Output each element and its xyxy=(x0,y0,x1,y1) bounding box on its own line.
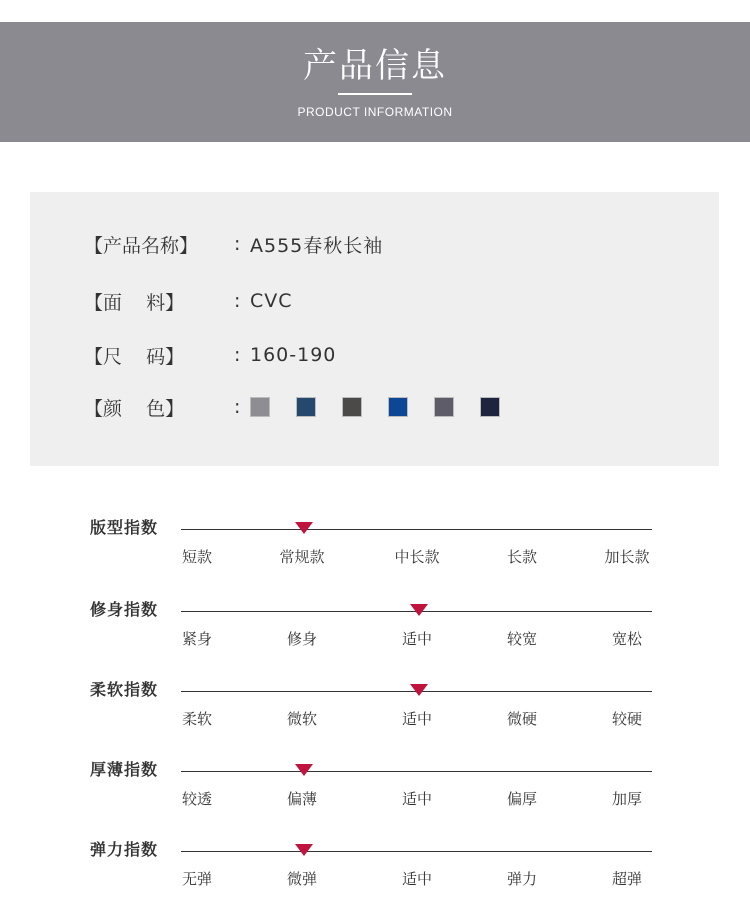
index-scale-line xyxy=(181,851,652,852)
index-option: 适中 xyxy=(401,790,433,808)
index-scale-line xyxy=(181,771,652,772)
index-marker-icon xyxy=(295,764,313,776)
color-swatch[interactable] xyxy=(250,397,270,417)
index-option: 较宽 xyxy=(506,630,538,648)
index-option: 宽松 xyxy=(611,630,643,648)
index-option: 适中 xyxy=(401,870,433,888)
index-option: 微硬 xyxy=(506,710,538,728)
index-option: 修身 xyxy=(286,630,318,648)
index-option: 加厚 xyxy=(611,790,643,808)
index-option: 常规款 xyxy=(279,548,325,566)
page-subtitle: PRODUCT INFORMATION xyxy=(297,105,453,119)
index-marker-icon xyxy=(410,684,428,696)
index-row xyxy=(0,518,750,588)
index-row xyxy=(0,600,750,670)
index-marker-icon xyxy=(295,844,313,856)
info-colon: : xyxy=(234,290,241,312)
info-row-size xyxy=(84,341,336,369)
color-swatch[interactable] xyxy=(434,397,454,417)
index-marker-icon xyxy=(410,604,428,616)
index-option: 短款 xyxy=(181,548,213,566)
index-option: 适中 xyxy=(401,710,433,728)
index-option: 超弹 xyxy=(611,870,643,888)
index-name: 弹力指数 xyxy=(90,840,159,859)
info-value: A555春秋长袖 xyxy=(250,234,384,257)
info-row-color xyxy=(84,393,526,421)
index-option: 较透 xyxy=(181,790,213,808)
header-banner xyxy=(0,22,750,142)
index-row xyxy=(0,840,750,910)
index-option: 长款 xyxy=(506,548,538,566)
index-option: 偏薄 xyxy=(286,790,318,808)
info-label: 【尺 码】 xyxy=(84,345,185,368)
index-option: 弹力 xyxy=(506,870,538,888)
index-option: 紧身 xyxy=(181,630,213,648)
index-row xyxy=(0,680,750,750)
index-option: 柔软 xyxy=(181,710,213,728)
index-marker-icon xyxy=(295,522,313,534)
info-colon: : xyxy=(234,344,241,366)
info-label: 【面 料】 xyxy=(84,291,185,314)
index-option: 偏厚 xyxy=(506,790,538,808)
info-colon: : xyxy=(234,233,241,255)
product-info-panel xyxy=(30,192,719,466)
info-colon: : xyxy=(234,396,241,418)
index-option: 微弹 xyxy=(286,870,318,888)
color-swatch[interactable] xyxy=(388,397,408,417)
info-label: 【产品名称】 xyxy=(84,234,199,257)
index-name: 版型指数 xyxy=(90,518,159,537)
index-option: 加长款 xyxy=(604,548,650,566)
color-swatch[interactable] xyxy=(342,397,362,417)
color-swatch[interactable] xyxy=(480,397,500,417)
info-label: 【颜 色】 xyxy=(84,397,185,420)
info-row-name xyxy=(84,230,383,258)
index-option: 中长款 xyxy=(394,548,440,566)
index-scale-line xyxy=(181,529,652,530)
index-name: 厚薄指数 xyxy=(90,760,159,779)
info-value: CVC xyxy=(250,290,293,312)
page-title: 产品信息 xyxy=(303,46,447,86)
index-option: 较硬 xyxy=(611,710,643,728)
color-swatch[interactable] xyxy=(296,397,316,417)
color-swatch-list xyxy=(250,397,526,417)
index-name: 柔软指数 xyxy=(90,680,159,699)
info-value: 160-190 xyxy=(250,344,337,366)
index-row xyxy=(0,760,750,830)
title-underline xyxy=(338,93,412,95)
info-row-material xyxy=(84,287,293,315)
index-option: 适中 xyxy=(401,630,433,648)
index-option: 无弹 xyxy=(181,870,213,888)
index-option: 微软 xyxy=(286,710,318,728)
index-name: 修身指数 xyxy=(90,600,159,619)
